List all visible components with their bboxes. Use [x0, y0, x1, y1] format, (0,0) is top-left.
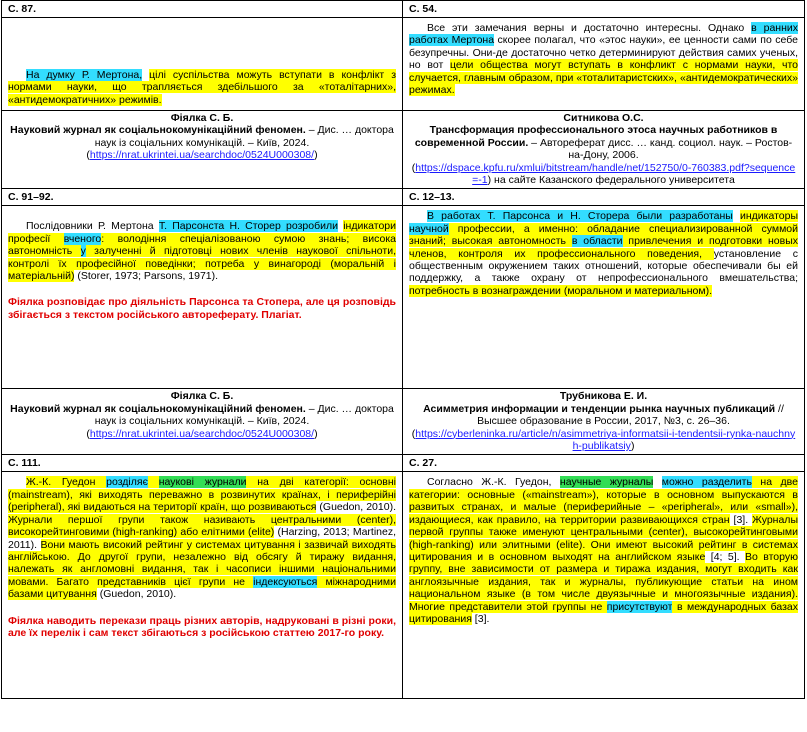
left-source: Фіялка С. Б. Науковий журнал як соціальнокомунікаційний феномен. – Дис. … доктора наук із соціальних комунікацій. – Київ, 2024. (https://nrat.ukrintei.ua/searchdoc/0524U000308/): [8, 390, 396, 440]
highlighted-text: потребность в вознаграждении (моральном и материальном).: [409, 284, 712, 297]
right-excerpt: [409, 210, 798, 297]
excerpt-text: (Storer, 1973; Parsons, 1971).: [74, 270, 219, 283]
excerpt-text: [3].: [729, 513, 753, 526]
excerpt-text: (Guedon, 2010).: [96, 588, 177, 601]
excerpt-row: [2, 18, 805, 111]
highlighted-text: Журнали першої групи також називають центральними (center), високорейтинговими (high-ranking) або елітними (elite): [8, 513, 396, 539]
left-page-ref: С. 87.: [2, 1, 403, 18]
excerpt-row: [2, 206, 805, 389]
source-title: Асимметрия информации и тенденции рынка научных публикаций: [423, 402, 776, 415]
highlighted-text: індикатори професії: [8, 220, 396, 245]
highlighted-text: цели общества могут вступать в конфликт с нормами науки, что случается, главным образом, при «тоталитаристских», «антидемократических» режимах.: [409, 59, 798, 97]
highlighted-text: в международных базах цитирования: [409, 600, 798, 625]
plagiarism-note: Фіялка розповідає про діяльність Парсонса та Стоперa, але ця розповідь збігається з текстом російського автореферату. Плагіат.: [8, 296, 396, 321]
highlighted-text: наукові журнали: [158, 476, 247, 489]
left-excerpt-cell: [2, 18, 403, 111]
highlighted-text: вченого: [63, 232, 102, 245]
highlighted-text: научной: [409, 222, 449, 235]
source-details: – Дис. … доктора наук із соціальних комунікацій. – Київ, 2024.: [94, 402, 394, 428]
left-excerpt: [8, 220, 396, 282]
right-source: Трубникова Е. И. Асимметрия информации и тенденции рынка научных публикаций // Высшее образование в России, 2017, №3, с. 26–36. (https://cyberleninka.ru/article/n/asimmetriya-informatsii-i-tendentsii-rynka-nauchnyh-publikatsiy): [409, 390, 798, 452]
highlighted-text: можно разделить: [661, 476, 752, 489]
left-source-cell: [2, 389, 403, 455]
page-ref-row: [2, 455, 805, 472]
highlighted-text: Вони мають високий рейтинг у системах цитування і зазвичай виходять англійською. До другої групи, незалежно від обсягу й тиражу видання, належать як англомовні видання, так і часописи іншими національними мовами. Багато представників цієї групи не: [8, 538, 396, 588]
right-source-cell: [403, 389, 805, 455]
highlighted-text: В работах Т. Парсонса и Н. Сторера были разработаны: [427, 210, 733, 223]
source-details: – Дис. … доктора наук із соціальних комунікацій. – Київ, 2024.: [94, 124, 394, 149]
source-row: [2, 389, 805, 455]
left-excerpt: [8, 476, 396, 600]
right-source-cell: [403, 111, 805, 189]
highlighted-text: на две категории: основные («mainstream»), которые в основном выпускаются в развитых странах, и малые (периферийные – «peripheral», или «small»), издающиеся, как правило, на территории развивающихся стран: [409, 476, 798, 526]
page-ref-row: [2, 1, 805, 18]
source-author: Фіялка С. Б.: [170, 112, 234, 124]
left-excerpt: [8, 69, 396, 106]
source-title: Трансформация профессионального этоса научных работников в современной России.: [414, 124, 778, 149]
source-link[interactable]: https://dspace.kpfu.ru/xmlui/bitstream/handle/net/152750/0-760383.pdf?sequence=-1: [415, 161, 796, 187]
right-excerpt-cell: [403, 472, 805, 699]
source-author: Ситникова О.С.: [563, 112, 644, 124]
excerpt-text: [3].: [471, 612, 490, 625]
highlighted-text: Журналы первой группы также именуют центральными (center), высокорейтинговыми (high-ranking) или элитными (elite). Они имеют высокий рейтинг в системах цитирования и в основном выходят на английском языке: [409, 513, 798, 563]
source-link[interactable]: https://nrat.ukrintei.ua/searchdoc/0524U000308/: [89, 427, 315, 440]
highlighted-text: індексуються: [253, 575, 318, 588]
source-details: – Автореферат дисс. … канд. социол. наук. – Ростов-на-Дону, 2006.: [528, 136, 793, 162]
source-author: Фіялка С. Б.: [170, 390, 234, 403]
excerpt-text: [653, 476, 662, 488]
right-source: Ситникова О.С. Трансформация профессионального этоса научных работников в современной России. – Автореферат дисс. … канд. социол. наук. – Ростов-на-Дону, 2006. (https://dspace.kpfu.ru/xmlui/bitstream/handle/net/152750/0-760383.pdf?sequence=-1) на сайте Казанского федерального университета: [409, 112, 798, 186]
source-title: Науковий журнал як соціальнокомунікаційний феномен.: [10, 402, 306, 415]
comparison-table: [1, 0, 805, 699]
source-title: Науковий журнал як соціальнокомунікаційний феномен.: [10, 124, 306, 137]
highlighted-text: міжнародними базами цитування: [8, 575, 396, 601]
highlighted-text: присутствуют: [606, 600, 673, 613]
excerpt-text: Согласно Ж.-К. Гуедон,: [427, 476, 560, 489]
highlighted-text: в области: [571, 235, 623, 248]
highlighted-text: профессии, а именно: обладание специализированной суммой знаний; высокая автономность: [409, 222, 798, 248]
right-excerpt: [409, 22, 798, 96]
highlighted-text: : володіння спеціалізованою сумою знань; висока автономність: [8, 232, 396, 258]
excerpt-text: Послідовники Р. Мертона: [26, 220, 159, 233]
right-excerpt: [409, 476, 798, 625]
highlighted-text: Во вторую группу, вне зависимости от размера и тиража издания, могут входить как англоязычные издания, так и журналы, публикующие статьи на ином национальном языке (в том числе двуязычные и многоязычные издания). Многие представители этой группы не: [409, 550, 798, 613]
right-page-ref: С. 54.: [403, 1, 805, 18]
highlighted-text: Т. Парсонста Н. Сторер розробили: [158, 220, 338, 233]
highlighted-text: розділяє: [106, 476, 148, 489]
right-excerpt-cell: [403, 18, 805, 111]
excerpt-text: (Harzing, 2013; Martinez, 2011).: [8, 526, 396, 551]
right-page-ref: С. 12–13.: [403, 189, 805, 206]
highlighted-text: у: [80, 245, 86, 258]
source-link[interactable]: https://nrat.ukrintei.ua/searchdoc/0524U000308/: [89, 149, 315, 162]
highlighted-text: залученні й підготовці нових членів наукової спільноти, контролі їх професійної поведінки; потреба у винагороді (моральній і матеріальній): [8, 245, 397, 283]
left-source: Фіялка С. Б. Науковий журнал як соціальнокомунікаційний феномен. – Дис. … доктора наук із соціальних комунікацій. – Київ, 2024. (https://nrat.ukrintei.ua/searchdoc/0524U000308/): [8, 112, 396, 162]
excerpt-text: установление с общественным окружением таких отношений, которые обеспечивали бы ей поддержку, а также охрану от непрофессионального вмешательства;: [409, 247, 798, 285]
highlighted-text: в ранних работах Мертона: [409, 22, 799, 47]
excerpt-text: [733, 210, 740, 222]
excerpt-row: [2, 472, 805, 699]
excerpt-text: [4; 5].: [705, 550, 745, 563]
plagiarism-note: Фіялка наводить перекази праць різних авторів, надруковані в різні роки, але їх перелік і сам текст збігаються з російською статтею 2017-го року.: [8, 614, 396, 639]
source-row: [2, 111, 805, 189]
highlighted-text: Ж.-К. Гуедон: [26, 476, 107, 489]
excerpt-text: Все эти замечания верны и достаточно интересны. Однако: [427, 22, 752, 34]
source-details: // Высшее образование в России, 2017, №3, с. 26–36.: [477, 402, 784, 428]
highlighted-text: На думку Р. Мертона,: [26, 68, 143, 81]
left-page-ref: С. 111.: [2, 455, 403, 472]
left-excerpt-cell: [2, 206, 403, 389]
source-author: Трубникова Е. И.: [559, 390, 648, 403]
right-excerpt-cell: [403, 206, 805, 389]
right-page-ref: С. 27.: [403, 455, 805, 472]
highlighted-text: цілі суспільства можуть вступати в конфлікт з нормами науки, що трапляється здебільшого за «тоталітарних», «антидемократичних» режимів.: [8, 68, 397, 106]
excerpt-text: скорее полагал, что «этос науки», ее ценности сами по себе безупречны. Они-де достаточно четко детерминируют действия самих ученых, но вот: [409, 34, 798, 72]
left-page-ref: С. 91–92.: [2, 189, 403, 206]
highlighted-text: научные журналы: [559, 476, 654, 489]
page-ref-row: [2, 189, 805, 206]
highlighted-text: [148, 476, 159, 488]
left-source-cell: [2, 111, 403, 189]
highlighted-text: привлечения и подготовки новых членов, контроля их профессионального поведения,: [409, 235, 799, 260]
left-excerpt-cell: [2, 472, 403, 699]
source-link[interactable]: https://cyberleninka.ru/article/n/asimmetriya-informatsii-i-tendentsii-rynka-nauchnyh-publikatsiy: [415, 427, 796, 453]
excerpt-text: (Guedon, 2010).: [316, 501, 396, 514]
highlighted-text: на дві категорії: основні (mainstream), які виходять переважно в розвинутих країнах, і периферійні (peripheral), які видаються на території країн, що розвиваються: [8, 476, 396, 514]
highlighted-text: индикаторы: [740, 210, 799, 223]
